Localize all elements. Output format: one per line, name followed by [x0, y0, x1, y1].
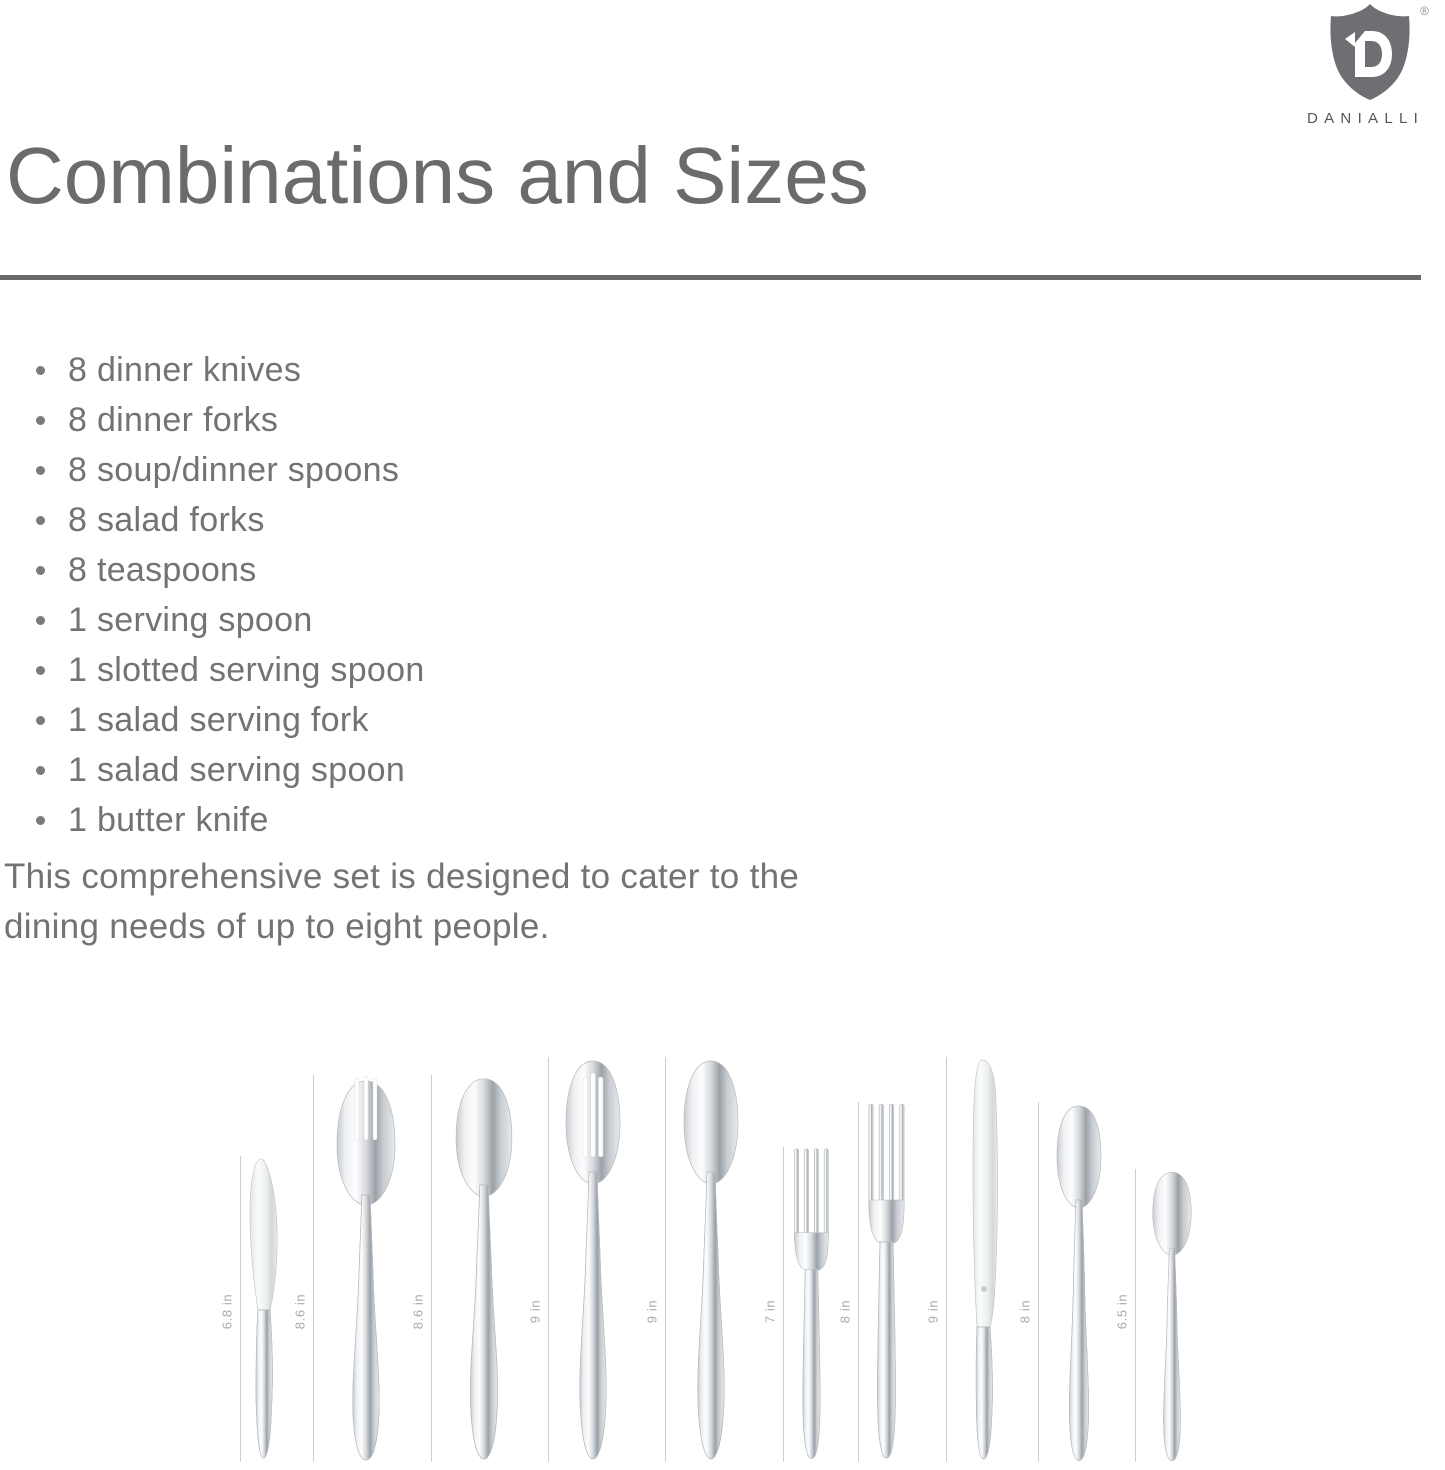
list-item: 1 butter knife [36, 795, 425, 845]
description [4, 852, 799, 952]
brand-wordmark: DANIALLI [1307, 110, 1425, 127]
list-item: 1 salad serving spoon [36, 745, 425, 795]
list-item: 1 salad serving fork [36, 695, 425, 745]
size-label: 6.8 in [219, 1293, 235, 1330]
piece-list [36, 345, 425, 845]
description-line: This comprehensive set is designed to cater to the [4, 857, 800, 896]
dinner-fork-image [863, 1102, 911, 1462]
measure-line [431, 1075, 432, 1462]
size-label: 9 in [527, 1299, 543, 1324]
size-label: 8.6 in [292, 1293, 308, 1330]
measure-line [665, 1057, 666, 1462]
measure-line [240, 1156, 241, 1462]
measure-line [313, 1075, 314, 1462]
size-label: 7 in [762, 1299, 778, 1324]
page-title: Combinations and Sizes [6, 131, 869, 220]
list-item: 8 dinner forks [36, 395, 425, 445]
list-item: 1 serving spoon [36, 595, 425, 645]
salad-serving-spoon-image [452, 1075, 516, 1462]
brand-shield-icon [1322, 2, 1418, 102]
serving-spoon-image [680, 1057, 742, 1462]
list-item: 1 slotted serving spoon [36, 645, 425, 695]
measure-line [783, 1147, 784, 1462]
soup-dinner-spoon-image [1055, 1102, 1103, 1462]
size-label: 9 in [925, 1299, 941, 1324]
dinner-knife-image [966, 1057, 1006, 1462]
measure-line [548, 1057, 549, 1462]
list-item: 8 dinner knives [36, 345, 425, 395]
description-line: dining needs of up to eight people. [4, 907, 550, 946]
size-label: 6.5 in [1114, 1293, 1130, 1330]
list-item: 8 teaspoons [36, 545, 425, 595]
size-label: 8.6 in [410, 1293, 426, 1330]
size-label: 9 in [644, 1299, 660, 1324]
butter-knife-image [244, 1156, 288, 1462]
size-label: 8 in [837, 1299, 853, 1324]
measure-line [1038, 1102, 1039, 1462]
measure-line [946, 1057, 947, 1462]
divider-rule [0, 275, 1421, 280]
measure-line [1135, 1169, 1136, 1462]
registered-trademark: ® [1420, 4, 1429, 18]
salad-serving-fork-image [332, 1075, 400, 1462]
measure-line [858, 1102, 859, 1462]
list-item: 8 salad forks [36, 495, 425, 545]
size-label: 8 in [1017, 1299, 1033, 1324]
list-item: 8 soup/dinner spoons [36, 445, 425, 495]
salad-fork-image [789, 1147, 835, 1462]
teaspoon-image [1151, 1169, 1193, 1462]
slotted-serving-spoon-image [562, 1057, 624, 1462]
